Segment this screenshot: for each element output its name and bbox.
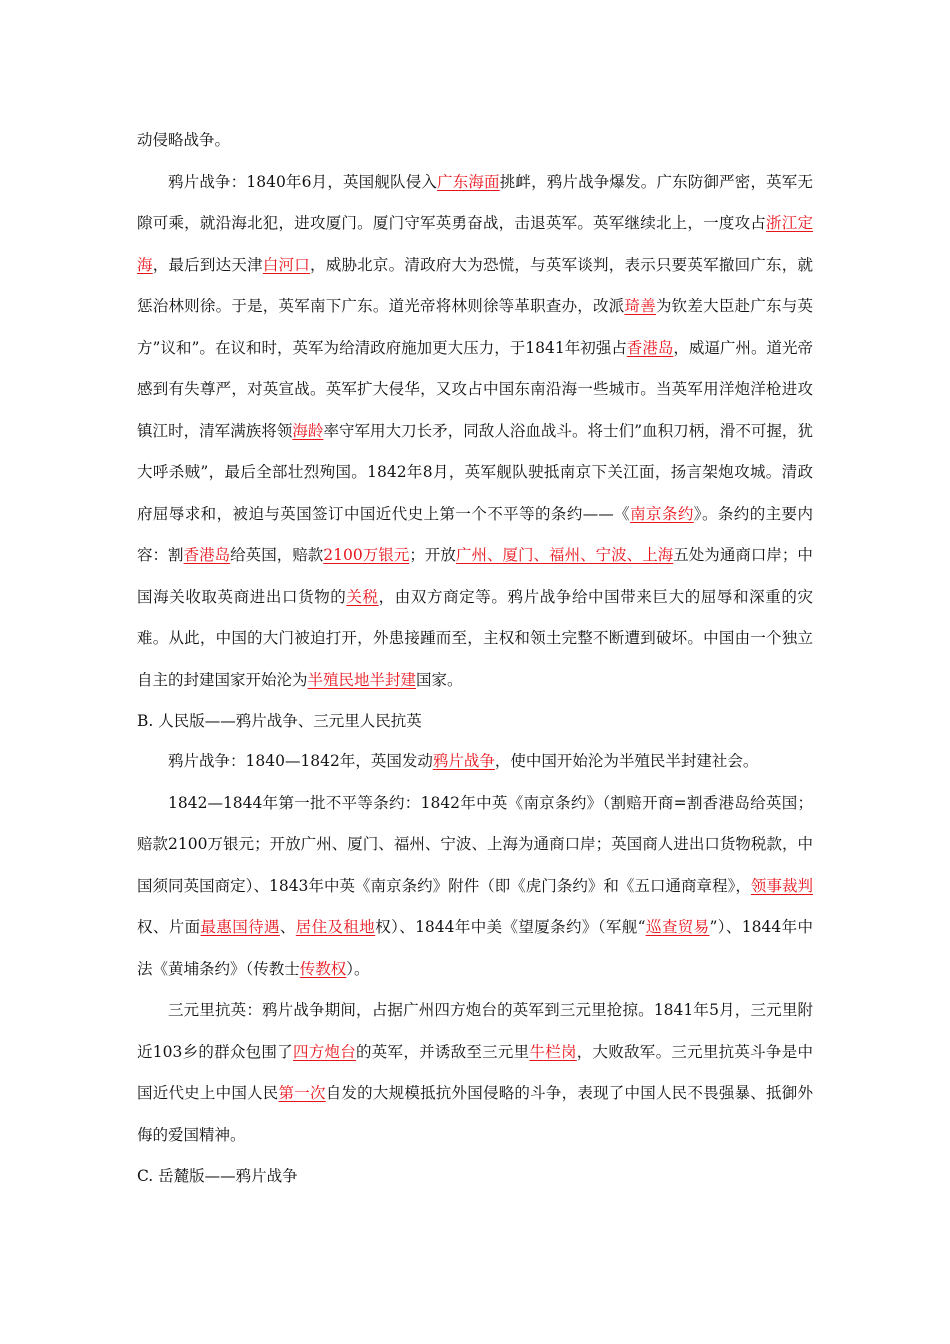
highlighted-term: 居住及租地 (295, 918, 376, 936)
highlighted-term: 四方炮台 (292, 1042, 357, 1061)
text-run: 鸦片战争：1840年6月，英国舰队侵入 (168, 172, 438, 191)
text-run: ，使中国开始沦为半殖民半封建社会。 (494, 752, 759, 770)
text-run: 鸦片战争：1840—1842年，英国发动 (168, 752, 433, 770)
highlighted-term: 半殖民地半封建 (307, 670, 417, 689)
highlighted-term: 海龄 (292, 421, 324, 440)
text-run: 、 (279, 918, 296, 936)
text-run: 国家。 (416, 670, 463, 689)
highlighted-term: 香港岛 (183, 546, 231, 564)
text-run: 权）、1844年中美《望厦条约》（军舰“ (375, 918, 646, 936)
highlighted-term: 琦善 (624, 297, 656, 315)
text-run: 为钦差大臣赴广东与英方”议和”。在议和时，英军为给清政府施加更大压力，于1841年初强占 (137, 297, 813, 357)
highlighted-term: 传教权 (299, 959, 347, 978)
highlighted-term: 鸦片战争 (432, 752, 495, 770)
paragraph (137, 990, 813, 1156)
text-run: 1842—1844年第一批不平等条约：1842年中英《南京条约》（割赔开商=割香港岛给英国；赔款2100万银元；开放广州、厦门、福州、宁波、上海为通商口岸；英国商人进出口货物税款，中国须同英国商定）、1843年中英《南京条约》附件（即《虎门条约》和《五口通商章程》， (137, 793, 813, 895)
highlighted-term: 香港岛 (626, 338, 674, 357)
text-run: ，由双方商定等。鸦片战争给中国带来巨大的屈辱和深重的灾难。从此，中国的大门被迫打开，外患接踵而至，主权和领土完整不断遭到破坏。中国由一个独立自主的封建国家开始沦为 (137, 587, 813, 689)
text-run: ；开放 (409, 546, 456, 564)
highlighted-term: 南京条约 (630, 504, 694, 523)
paragraph (137, 162, 813, 702)
text-run: ，威胁北京。清政府大为恐慌，与英军谈判，表示只要英军撤回广东，就惩治林则徐。于是，英军南下广东。道光帝将林则徐等革职查办，改派 (137, 255, 813, 315)
text-run: C. 岳麓版——鸦片战争 (137, 1167, 298, 1185)
document-body (137, 120, 813, 1196)
text-run: ，最后到达天津 (152, 255, 263, 274)
text-run: ）。 (346, 959, 370, 978)
text-run: 率守军用大刀长矛，同敌人浴血战斗。将士们”血积刀柄，滑不可握，犹大呼杀贼”，最后全部壮烈殉国。1842年8月，英军舰队驶抵南京下关江面，扬言架炮攻城。清政府屈辱求和，被迫与英国签订中国近代史上第一个不平等的条约——《 (137, 421, 813, 523)
section-heading (137, 701, 813, 741)
highlighted-term: 牛栏岗 (529, 1042, 577, 1061)
highlighted-term: 关税 (346, 587, 379, 606)
paragraph (137, 741, 813, 783)
highlighted-term: 白河口 (262, 255, 310, 274)
paragraph (137, 120, 813, 162)
text-run: 权、片面 (137, 918, 201, 936)
text-run: 的英军，并诱敌至三元里 (356, 1042, 530, 1061)
text-run: B. 人民版——鸦片战争、三元里人民抗英 (137, 712, 422, 730)
highlighted-term: 最惠国待遇 (200, 918, 280, 936)
text-run: ”）、1844年中法《黄埔条约》（传教士 (137, 918, 813, 978)
highlighted-term: 浙江定海 (137, 214, 813, 274)
text-run: 挑衅，鸦片战争爆发。广东防御严密，英军无隙可乘，就沿海北犯，进攻厦门。厦门守军英勇奋战，击退英军。英军继续北上，一度攻占 (137, 172, 813, 232)
text-run: 自发的大规模抵抗外国侵略的斗争，表现了中国人民不畏强暴、抵御外侮的爱国精神。 (137, 1084, 813, 1144)
text-run: ，威逼广州。道光帝感到有失尊严，对英宣战。英军扩大侵华，又攻占中国东南沿海一些城市。当英军用洋炮洋枪进攻镇江时，清军满族将领 (137, 338, 813, 440)
text-run: 动侵略战争。 (137, 131, 231, 149)
text-run: 三元里抗英：鸦片战争期间，占据广州四方炮台的英军到三元里抢掠。1841年5月，三元里附近103乡的群众包围了 (137, 1001, 813, 1061)
paragraph (137, 783, 813, 991)
highlighted-term: 第一次 (278, 1084, 326, 1102)
text-run: 》。条约的主要内容：割 (137, 504, 813, 564)
highlighted-term: 2100万银元 (323, 546, 410, 564)
section-heading (137, 1156, 813, 1196)
highlighted-term: 领事裁判 (750, 876, 813, 895)
highlighted-term: 广东海面 (437, 172, 500, 191)
highlighted-term: 广州、厦门、福州、宁波、上海 (455, 546, 674, 564)
text-run: 五处为通商口岸；中国海关收取英商进出口货物的 (137, 546, 813, 606)
highlighted-term: 巡查贸易 (645, 918, 710, 936)
text-run: 给英国，赔款 (230, 546, 324, 564)
text-run: ，大败敌军。三元里抗英斗争是中国近代史上中国人民 (137, 1042, 813, 1102)
